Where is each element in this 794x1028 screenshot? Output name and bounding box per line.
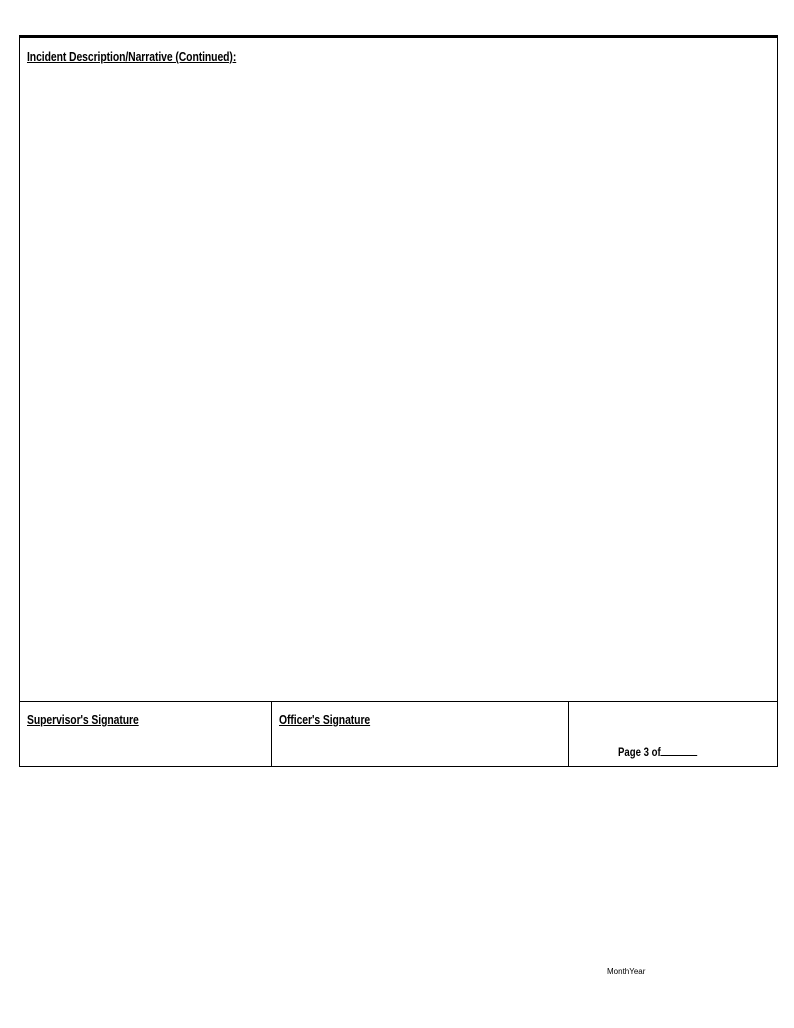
incident-form xyxy=(19,35,778,767)
supervisor-signature-label: Supervisor's Signature xyxy=(27,712,139,727)
signature-row xyxy=(20,702,777,766)
supervisor-signature-field[interactable] xyxy=(20,702,272,766)
footer-code: MonthYear xyxy=(607,967,646,976)
narrative-section[interactable] xyxy=(20,38,777,702)
page-count-prefix: Page 3 of xyxy=(618,745,661,759)
narrative-label: Incident Description/Narrative (Continued): xyxy=(27,49,237,64)
page-count xyxy=(618,745,697,759)
officer-signature-label: Officer's Signature xyxy=(279,712,371,727)
total-pages-blank[interactable] xyxy=(661,745,698,756)
page-number-cell xyxy=(569,702,777,766)
officer-signature-field[interactable] xyxy=(272,702,569,766)
